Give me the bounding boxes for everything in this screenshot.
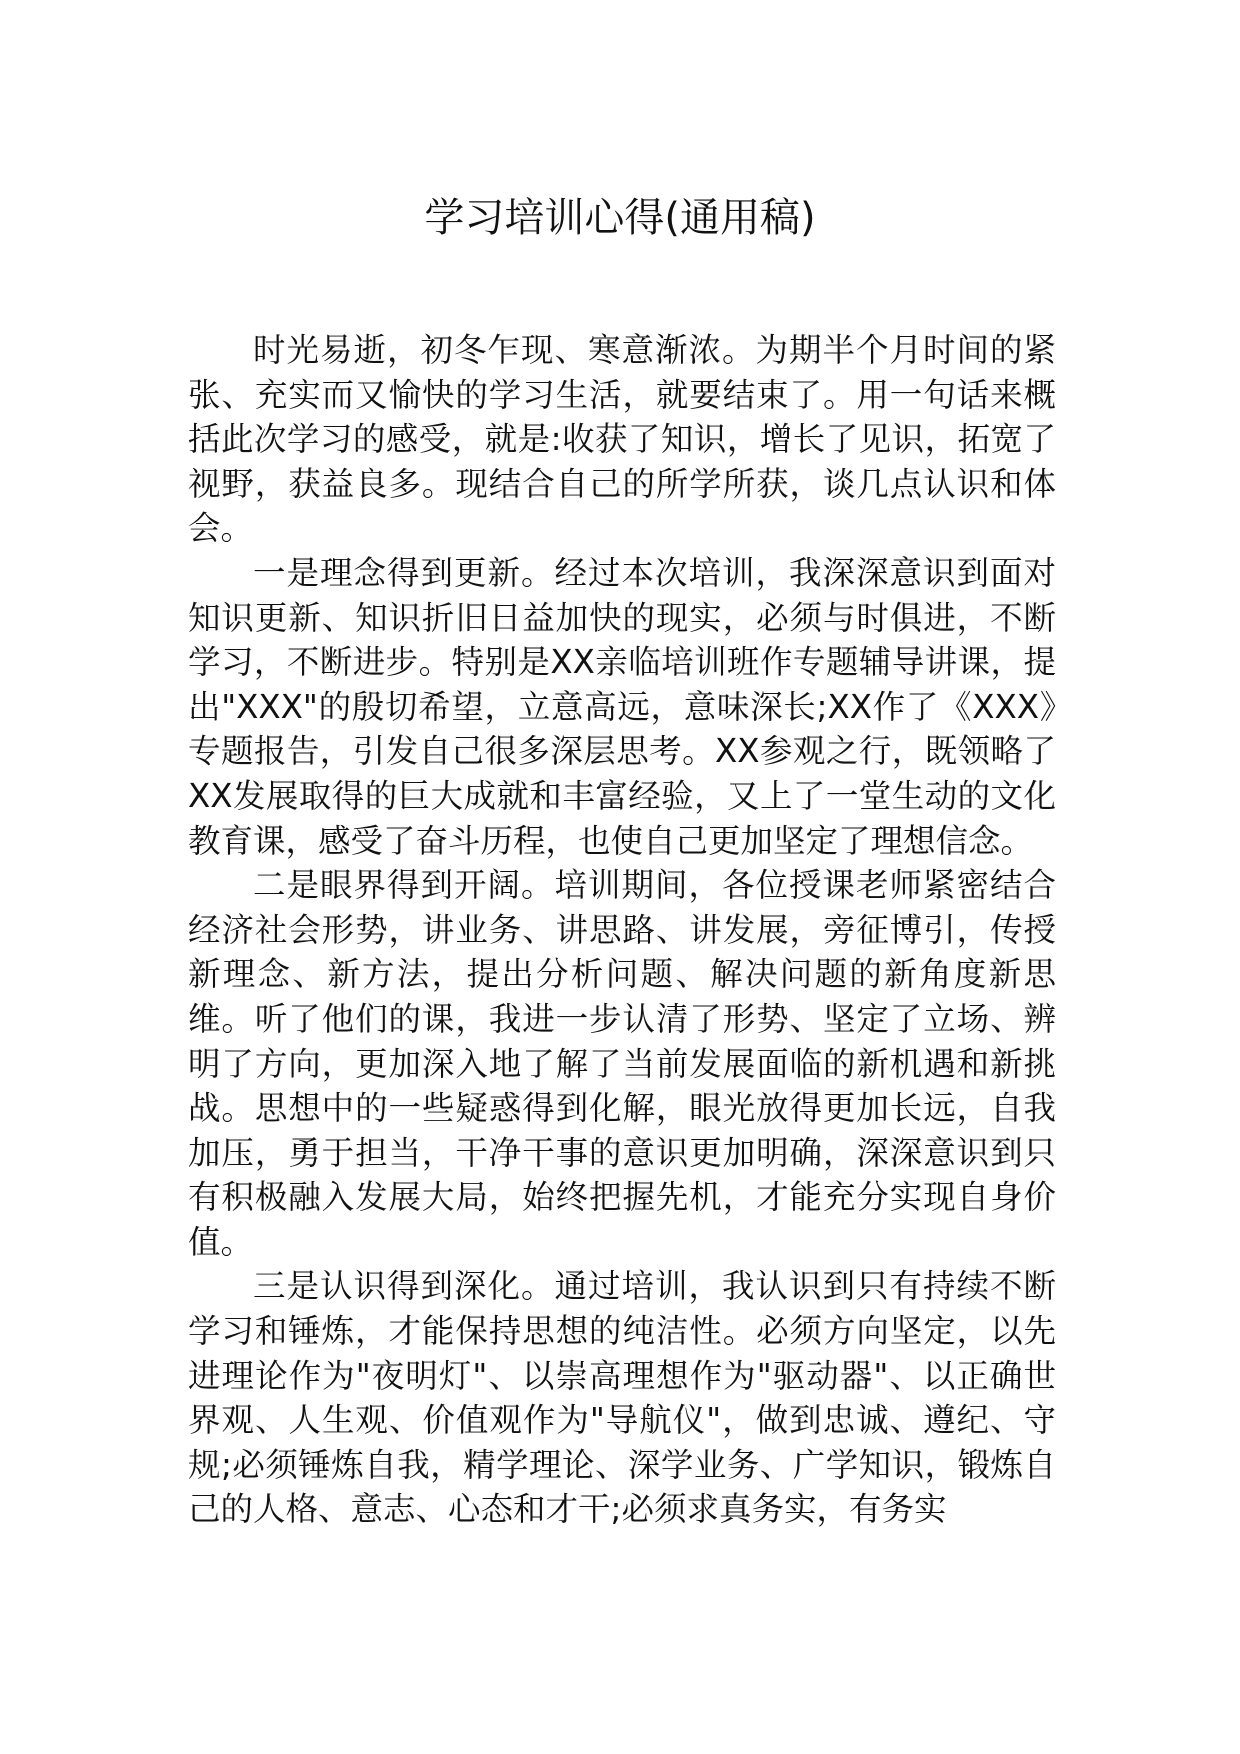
paragraph-intro: 时光易逝，初冬乍现、寒意渐浓。为期半个月时间的紧张、充实而又愉快的学习生活，就要结束了。用一句话来概括此次学习的感受，就是:收获了知识，增长了见识，拓宽了视野，获益良多。现结合自己的所学所获，谈几点认识和体会。 bbox=[188, 331, 1056, 548]
paragraph-concept-updated: 一是理念得到更新。经过本次培训，我深深意识到面对知识更新、知识折旧日益加快的现实，必须与时俱进，不断学习，不断进步。特别是XX亲临培训班作专题辅导讲课，提出"XXX"的殷切希望，立意高远，意味深长;XX作了《XXX》专题报告，引发自己很多深层思考。XX参观之行，既领略了XX发展取得的巨大成就和丰富经验，又上了一堂生动的文化教育课，感受了奋斗历程，也使自己更加坚定了理想信念。 bbox=[188, 553, 1056, 860]
paragraph-understanding-deepened: 三是认识得到深化。通过培训，我认识到只有持续不断学习和锤炼，才能保持思想的纯洁性。必须方向坚定，以先进理论作为"夜明灯"、以崇高理想作为"驱动器"、以正确世界观、人生观、价值观作为"导航仪"，做到忠诚、遵纪、守规;必须锤炼自我，精学理论、深学业务、广学知识，锻炼自己的人格、意志、心态和才干;必须求真务实，有务实 bbox=[188, 1267, 1056, 1529]
document-body bbox=[188, 328, 1056, 1532]
paragraph-horizon-broadened: 二是眼界得到开阔。培训期间，各位授课老师紧密结合经济社会形势，讲业务、讲思路、讲发展，旁征博引，传授新理念、新方法，提出分析问题、解决问题的新角度新思维。听了他们的课，我进一步认清了形势、坚定了立场、辨明了方向，更加深入地了解了当前发展面临的新机遇和新挑战。思想中的一些疑惑得到化解，眼光放得更加长远，自我加压，勇于担当，干净干事的意识更加明确，深深意识到只有积极融入发展大局，始终把握先机，才能充分实现自身价值。 bbox=[188, 866, 1056, 1261]
document-title: 学习培训心得(通用稿) bbox=[424, 195, 816, 241]
